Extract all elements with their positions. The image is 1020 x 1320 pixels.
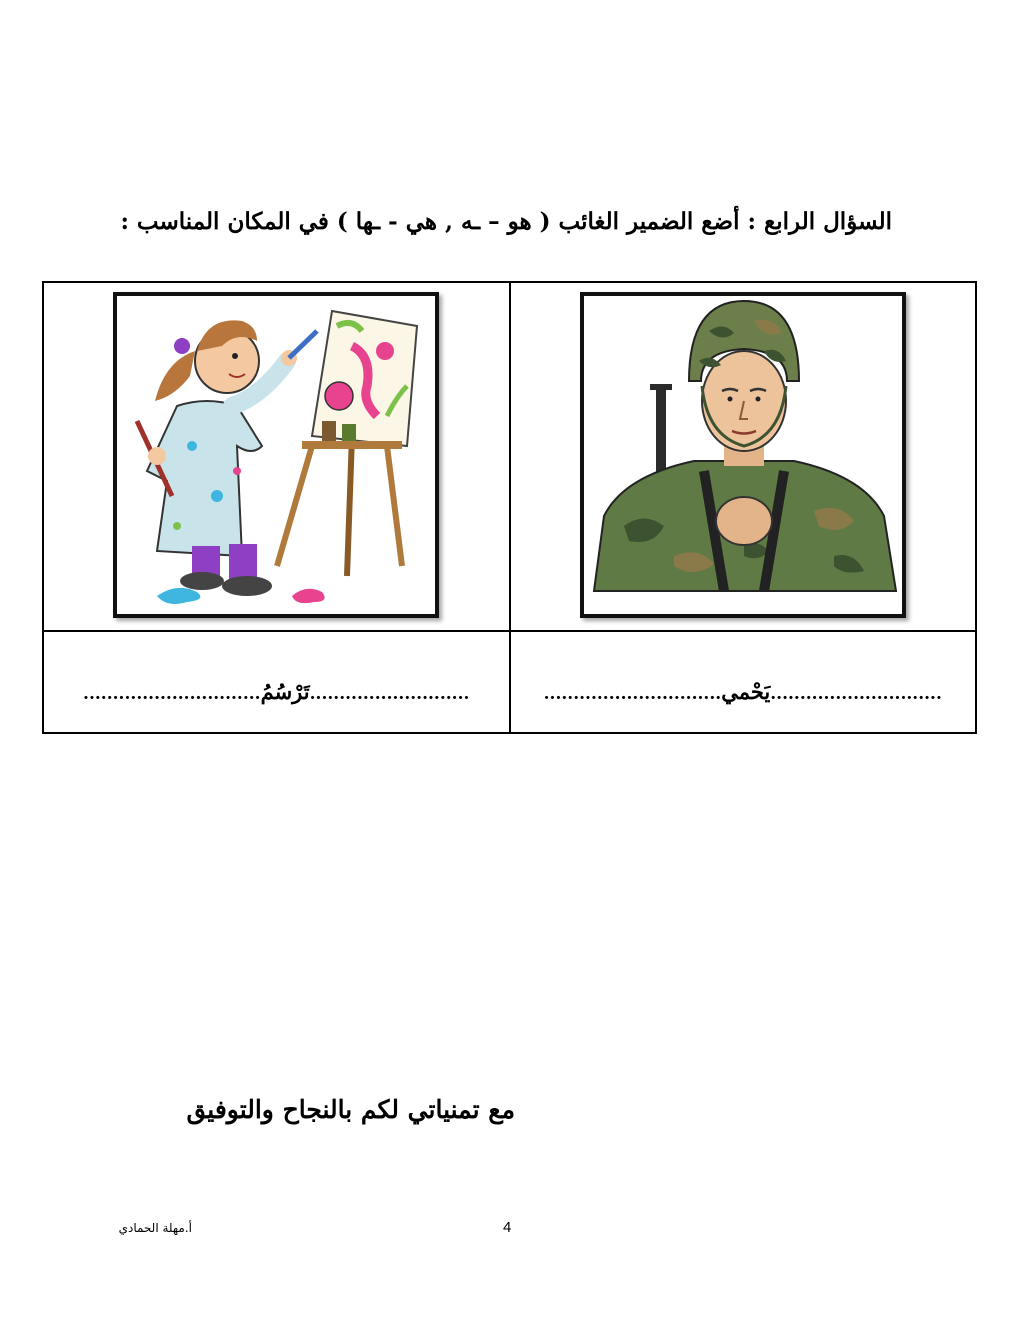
verb-paint: تَرْسُمُ (260, 678, 310, 704)
page-number: 4 (503, 1219, 512, 1236)
closing-wish: مع تمنياتي لكم بالنجاح والتوفيق (186, 1095, 515, 1124)
answer-dots-before: .............................. (543, 683, 722, 704)
girl-painting-icon (113, 292, 439, 618)
answer-dots-after: ........................... (309, 683, 470, 704)
painter-image-cell (43, 282, 510, 631)
question-title: السؤال الرابع : أضع الضمير الغائب ( هو – ـه , هي - ـها ) في المكان المناسب : (120, 208, 892, 235)
answer-line-paint[interactable] (43, 631, 510, 733)
answer-dots-after: ............................. (770, 683, 942, 704)
verb-protect: يَحْمي (721, 678, 771, 704)
soldier-image-cell (510, 282, 977, 631)
soldier-icon (580, 292, 906, 618)
author-name: أ.مهلة الحمادي (118, 1221, 192, 1235)
answer-line-protect[interactable] (510, 631, 977, 733)
answer-dots-before: .............................. (83, 683, 261, 704)
exercise-table (42, 281, 977, 734)
